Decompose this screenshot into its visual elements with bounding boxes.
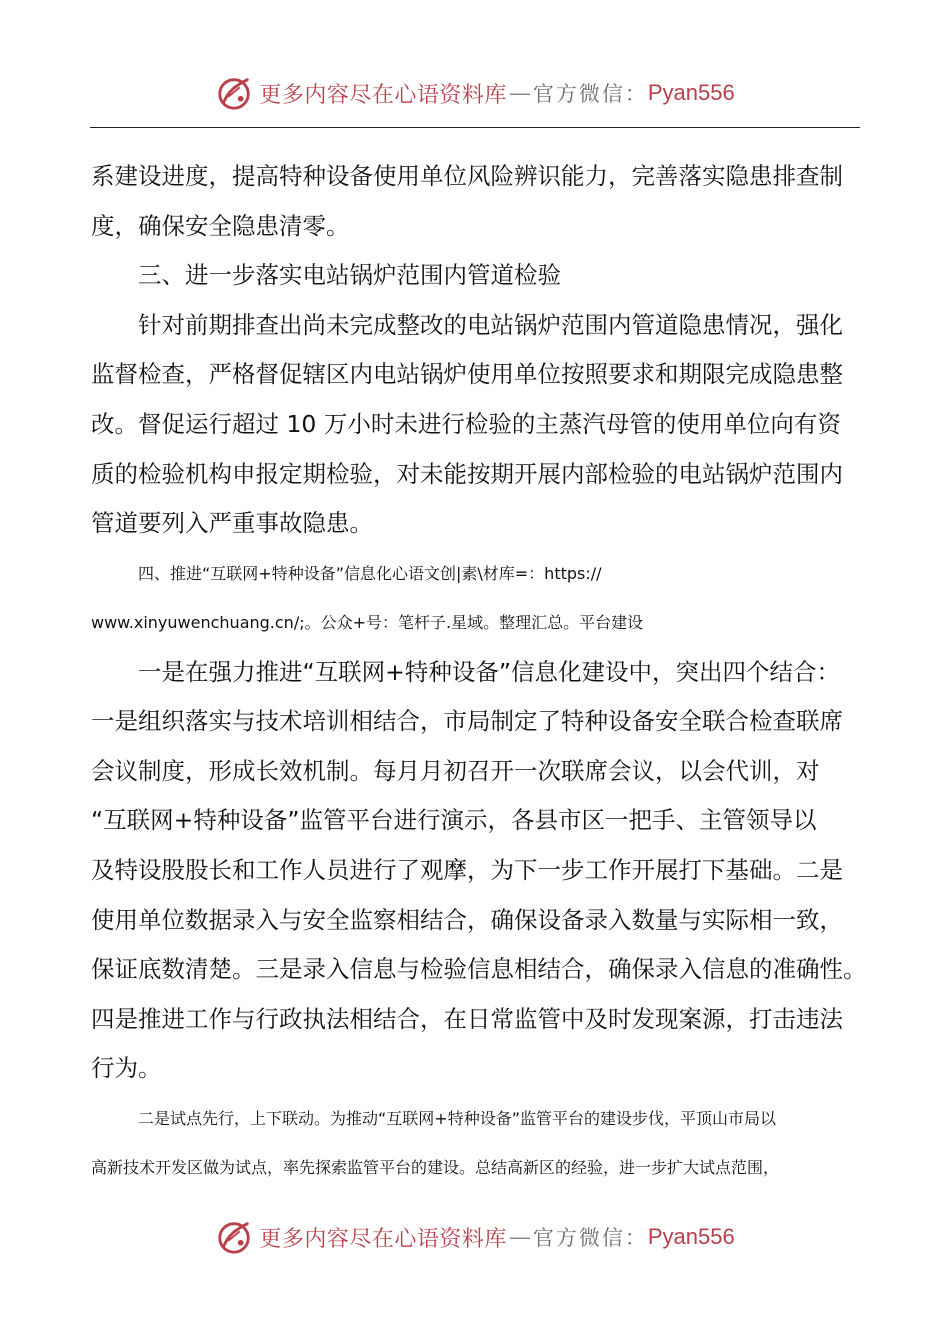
footer-wechat-label: 官方微信： bbox=[532, 1226, 648, 1250]
text-line: 管道要列入严重事故隐患。 bbox=[91, 509, 373, 538]
text-line: 使用单位数据录入与安全监察相结合，确保设备录入数量与实际相一致， bbox=[91, 905, 843, 934]
text-line: 四是推进工作与行政执法相结合，在日常监管中及时发现案源，打击违法 bbox=[91, 1004, 843, 1033]
text-line: 质的检验机构申报定期检验，对未能按期开展内部检验的电站锅炉范围内 bbox=[91, 459, 843, 488]
text-line: 改。督促运行超过 10 万小时未进行检验的主蒸汽母管的使用单位向有资 bbox=[91, 409, 841, 438]
paragraph-3 bbox=[91, 648, 867, 1094]
text-line: “互联网+特种设备”监管平台进行演示，各县市区一把手、主管领导以 bbox=[91, 806, 817, 835]
document-body bbox=[91, 152, 867, 1193]
text-line: 系建设进度，提高特种设备使用单位风险辨识能力，完善落实隐患排查制 bbox=[91, 162, 843, 190]
text-line: 二是试点先行，上下联动。为推动“互联网+特种设备”监管平台的建设步伐，平顶山市局以 bbox=[138, 1108, 776, 1128]
footer-wechat-id: Pyan556 bbox=[647, 1224, 735, 1249]
header-brand-text: 更多内容尽在心语资料库 bbox=[259, 82, 507, 108]
heading-text: 三、进一步落实电站锅炉范围内管道检验 bbox=[138, 261, 561, 290]
section-heading-3 bbox=[91, 251, 863, 301]
text-line: 四、推进“互联网+特种设备”信息化心语文创|素\材库=：https:// bbox=[138, 563, 602, 583]
header-banner bbox=[0, 68, 950, 118]
header-wechat-label: 官方微信： bbox=[532, 82, 648, 106]
header-wechat-id: Pyan556 bbox=[647, 80, 735, 105]
paragraph-1 bbox=[91, 152, 863, 251]
paragraph-2 bbox=[91, 301, 863, 549]
text-line: 一是组织落实与技术培训相结合，市局制定了特种设备安全联合检查联席 bbox=[91, 707, 843, 736]
footer-banner bbox=[0, 1212, 950, 1262]
header-divider bbox=[90, 127, 860, 128]
text-line: 度，确保安全隐患清零。 bbox=[91, 211, 350, 240]
text-line: 保证底数清楚。三是录入信息与检验信息相结合，确保录入信息的准确性。 bbox=[91, 955, 867, 984]
header-separator: — bbox=[508, 80, 531, 106]
text-line: 针对前期排查出尚未完成整改的电站锅炉范围内管道隐患情况，强化 bbox=[138, 310, 843, 339]
text-line: 会议制度，形成长效机制。每月月初召开一次联席会议，以会代训，对 bbox=[91, 756, 820, 785]
footer-brand-text: 更多内容尽在心语资料库 bbox=[259, 1226, 507, 1252]
text-line: 监督检查，严格督促辖区内电站锅炉使用单位按照要求和期限完成隐患整 bbox=[91, 360, 843, 389]
brand-logo-icon bbox=[215, 74, 253, 112]
text-line: 高新技术开发区做为试点，率先探索监管平台的建设。总结高新区的经验，进一步扩大试点范围， bbox=[91, 1158, 780, 1178]
brand-logo-icon bbox=[215, 1218, 253, 1256]
footer-separator: — bbox=[508, 1224, 531, 1250]
text-line: 及特设股股长和工作人员进行了观摩，为下一步工作开展打下基础。二是 bbox=[91, 855, 843, 884]
text-line: 行为。 bbox=[91, 1054, 162, 1083]
text-line: www.xinyuwenchuang.cn/;。公众+号：笔杆子.星域。整理汇总。平台建设 bbox=[91, 613, 644, 633]
paragraph-4 bbox=[91, 1094, 863, 1193]
section-heading-4 bbox=[91, 549, 863, 648]
text-line: 一是在强力推进“互联网+特种设备”信息化建设中，突出四个结合： bbox=[138, 657, 841, 686]
